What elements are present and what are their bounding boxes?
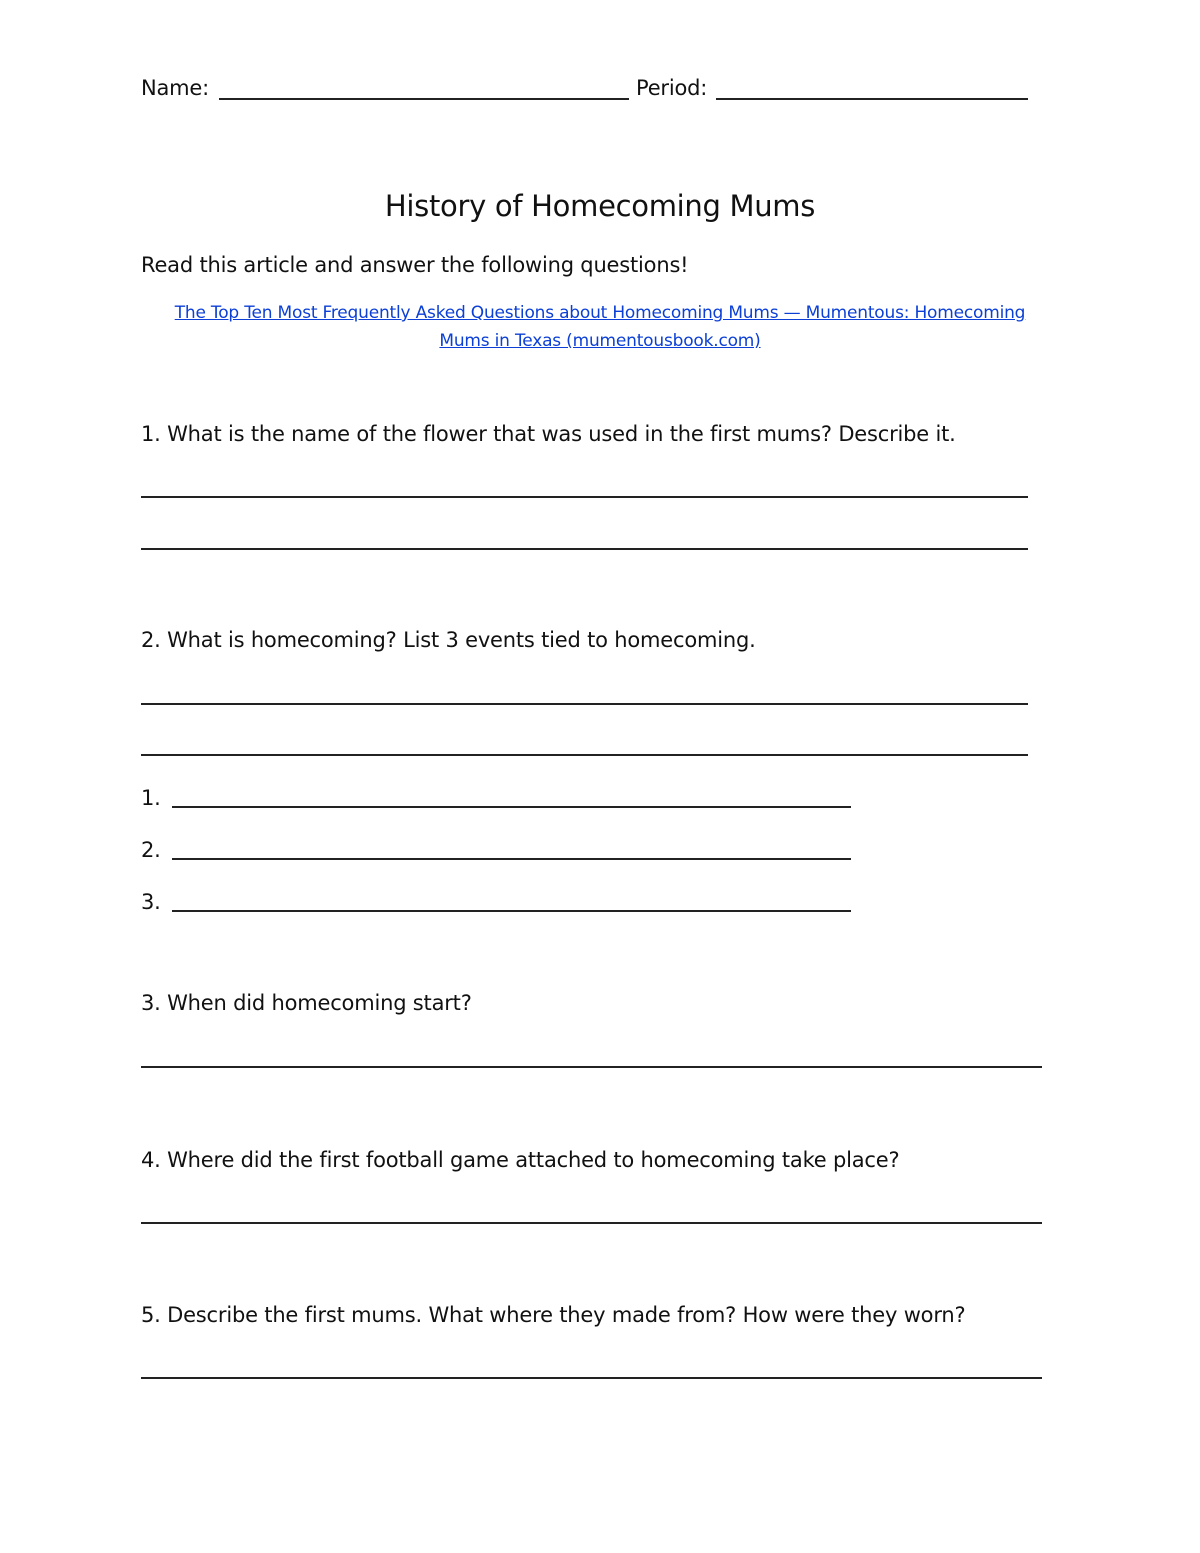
question-1: 1. What is the name of the flower that was used in the first mums? Describe it.: [141, 422, 956, 446]
answer-line-4[interactable]: [141, 1222, 1042, 1224]
answer-line-5[interactable]: [141, 1377, 1042, 1379]
period-field[interactable]: [716, 98, 1028, 100]
answer-line-1a[interactable]: [141, 496, 1028, 498]
answer-line-2b[interactable]: [141, 754, 1028, 756]
instructions-text: Read this article and answer the following questions!: [141, 253, 689, 277]
name-label: Name:: [141, 76, 210, 100]
event-line-3[interactable]: [172, 910, 851, 912]
answer-line-3[interactable]: [141, 1066, 1042, 1068]
question-2: 2. What is homecoming? List 3 events tied to homecoming.: [141, 628, 756, 652]
question-5: 5. Describe the first mums. What where they made from? How were they worn?: [141, 1303, 966, 1327]
article-link[interactable]: The Top Ten Most Frequently Asked Questions about Homecoming Mums — Mumentous: Homecoming: [174, 303, 1026, 323]
answer-line-2a[interactable]: [141, 703, 1028, 705]
event-line-1[interactable]: [172, 806, 851, 808]
question-3: 3. When did homecoming start?: [141, 991, 472, 1015]
event-number-2: 2.: [141, 838, 161, 862]
page-title: History of Homecoming Mums: [384, 189, 816, 223]
event-number-3: 3.: [141, 890, 161, 914]
event-number-1: 1.: [141, 786, 161, 810]
answer-line-1b[interactable]: [141, 548, 1028, 550]
name-field[interactable]: [219, 98, 629, 100]
article-link-continued[interactable]: Mums in Texas (mumentousbook.com): [439, 331, 761, 351]
period-label: Period:: [636, 76, 708, 100]
question-4: 4. Where did the first football game attached to homecoming take place?: [141, 1148, 900, 1172]
event-line-2[interactable]: [172, 858, 851, 860]
